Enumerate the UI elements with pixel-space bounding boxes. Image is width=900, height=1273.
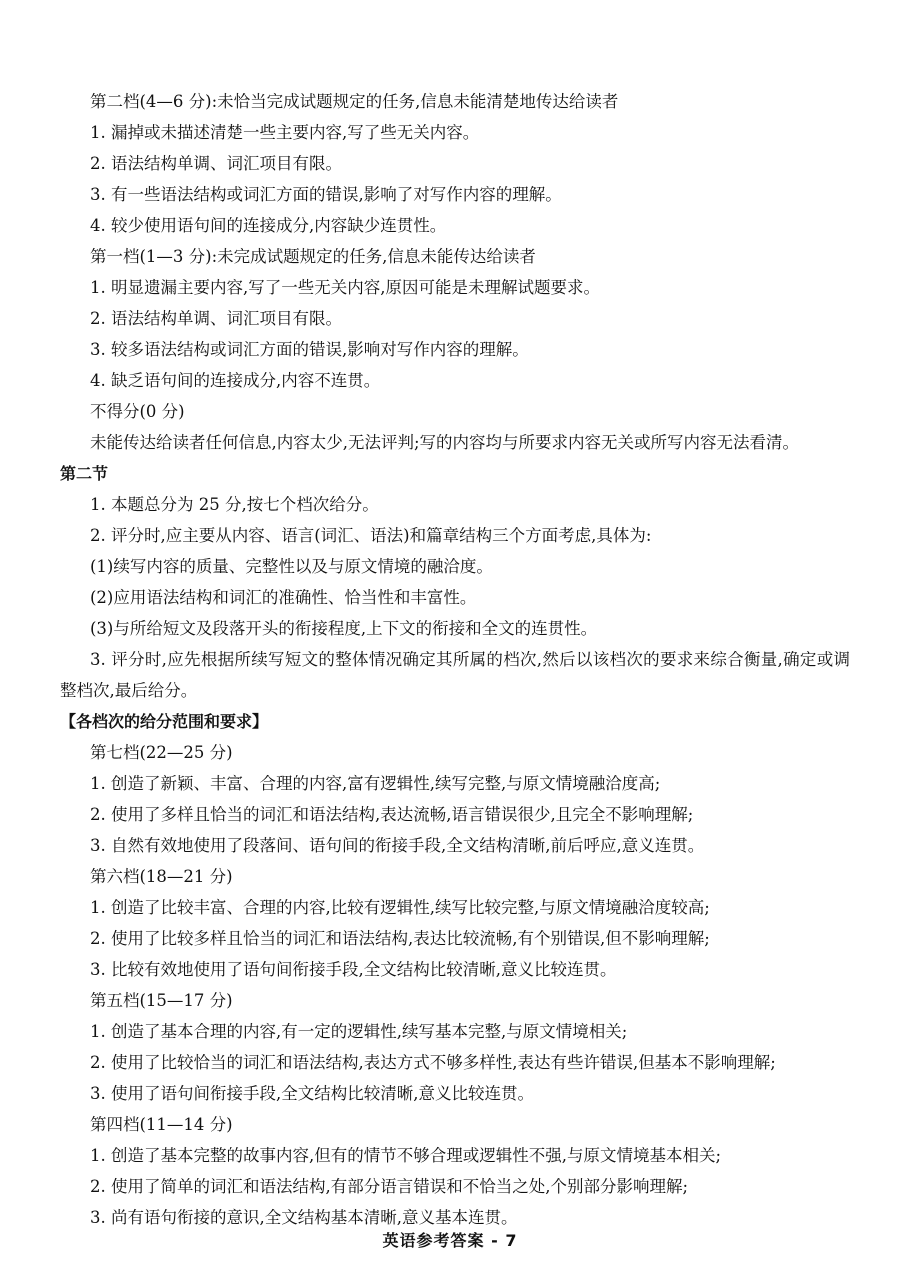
grade4-heading: 第四档(11—14 分) — [90, 1115, 233, 1134]
section2-subitem-1: (1)续写内容的质量、完整性以及与原文情境的融洽度。 — [90, 557, 493, 576]
section2-item-2: 2. 评分时,应主要从内容、语言(词汇、语法)和篇章结构三个方面考虑,具体为: — [90, 526, 652, 545]
grade1-item-1: 1. 明显遗漏主要内容,写了一些无关内容,原因可能是未理解试题要求。 — [90, 278, 600, 297]
page-footer: 英语参考答案 - 7 — [382, 1231, 518, 1250]
grade2-item-4: 4. 较少使用语句间的连接成分,内容缺少连贯性。 — [90, 216, 447, 235]
grade5-item-3: 3. 使用了语句间衔接手段,全文结构比较清晰,意义比较连贯。 — [90, 1084, 534, 1103]
grade5-heading: 第五档(15—17 分) — [90, 991, 233, 1010]
grade7-item-2: 2. 使用了多样且恰当的词汇和语法结构,表达流畅,语言错误很少,且完全不影响理解; — [90, 805, 694, 824]
grade5-item-2: 2. 使用了比较恰当的词汇和语法结构,表达方式不够多样性,表达有些许错误,但基本不影响理解; — [90, 1053, 776, 1072]
grade1-item-4: 4. 缺乏语句间的连接成分,内容不连贯。 — [90, 371, 381, 390]
section2-subitem-3: (3)与所给短文及段落开头的衔接程度,上下文的衔接和全文的连贯性。 — [90, 619, 598, 638]
grade5-item-1: 1. 创造了基本合理的内容,有一定的逻辑性,续写基本完整,与原文情境相关; — [90, 1022, 628, 1041]
grade0-heading: 不得分(0 分) — [90, 402, 185, 421]
grade7-heading: 第七档(22—25 分) — [90, 743, 233, 762]
grade2-item-3: 3. 有一些语法结构或词汇方面的错误,影响了对写作内容的理解。 — [90, 185, 562, 204]
section2-item-3: 3. 评分时,应先根据所续写短文的整体情况确定其所属的档次,然后以该档次的要求来综合衡量,确定或调整档次,最后给分。 — [60, 650, 850, 700]
grade2-item-1: 1. 漏掉或未描述清楚一些主要内容,写了些无关内容。 — [90, 123, 480, 142]
grade6-item-3: 3. 比较有效地使用了语句间衔接手段,全文结构比较清晰,意义比较连贯。 — [90, 960, 617, 979]
section2-subitem-2: (2)应用语法结构和词汇的准确性、恰当性和丰富性。 — [90, 588, 477, 607]
grade2-heading: 第二档(4—6 分):未恰当完成试题规定的任务,信息未能清楚地传达给读者 — [90, 92, 619, 111]
grade6-item-2: 2. 使用了比较多样且恰当的词汇和语法结构,表达比较流畅,有个别错误,但不影响理解; — [90, 929, 710, 948]
grade7-item-1: 1. 创造了新颖、丰富、合理的内容,富有逻辑性,续写完整,与原文情境融洽度高; — [90, 774, 661, 793]
grade7-item-3: 3. 自然有效地使用了段落间、语句间的衔接手段,全文结构清晰,前后呼应,意义连贯。 — [90, 836, 705, 855]
grade1-item-3: 3. 较多语法结构或词汇方面的错误,影响对写作内容的理解。 — [90, 340, 529, 359]
grade4-item-1: 1. 创造了基本完整的故事内容,但有的情节不够合理或逻辑性不强,与原文情境基本相关; — [90, 1146, 722, 1165]
grade1-item-2: 2. 语法结构单调、词汇项目有限。 — [90, 309, 342, 328]
grade1-heading: 第一档(1—3 分):未完成试题规定的任务,信息未能传达给读者 — [90, 247, 536, 266]
ranges-title: 【各档次的给分范围和要求】 — [60, 712, 269, 731]
grade6-heading: 第六档(18—21 分) — [90, 867, 233, 886]
grade4-item-2: 2. 使用了简单的词汇和语法结构,有部分语言错误和不恰当之处,个别部分影响理解; — [90, 1177, 689, 1196]
document-content — [60, 86, 850, 1233]
grade6-item-1: 1. 创造了比较丰富、合理的内容,比较有逻辑性,续写比较完整,与原文情境融洽度较高; — [90, 898, 710, 917]
grade2-item-2: 2. 语法结构单调、词汇项目有限。 — [90, 154, 342, 173]
grade4-item-3: 3. 尚有语句衔接的意识,全文结构基本清晰,意义基本连贯。 — [90, 1208, 518, 1227]
section2-title: 第二节 — [60, 464, 109, 483]
section2-item-1: 1. 本题总分为 25 分,按七个档次给分。 — [90, 495, 379, 514]
grade0-text: 未能传达给读者任何信息,内容太少,无法评判;写的内容均与所要求内容无关或所写内容无法看清。 — [90, 433, 800, 452]
